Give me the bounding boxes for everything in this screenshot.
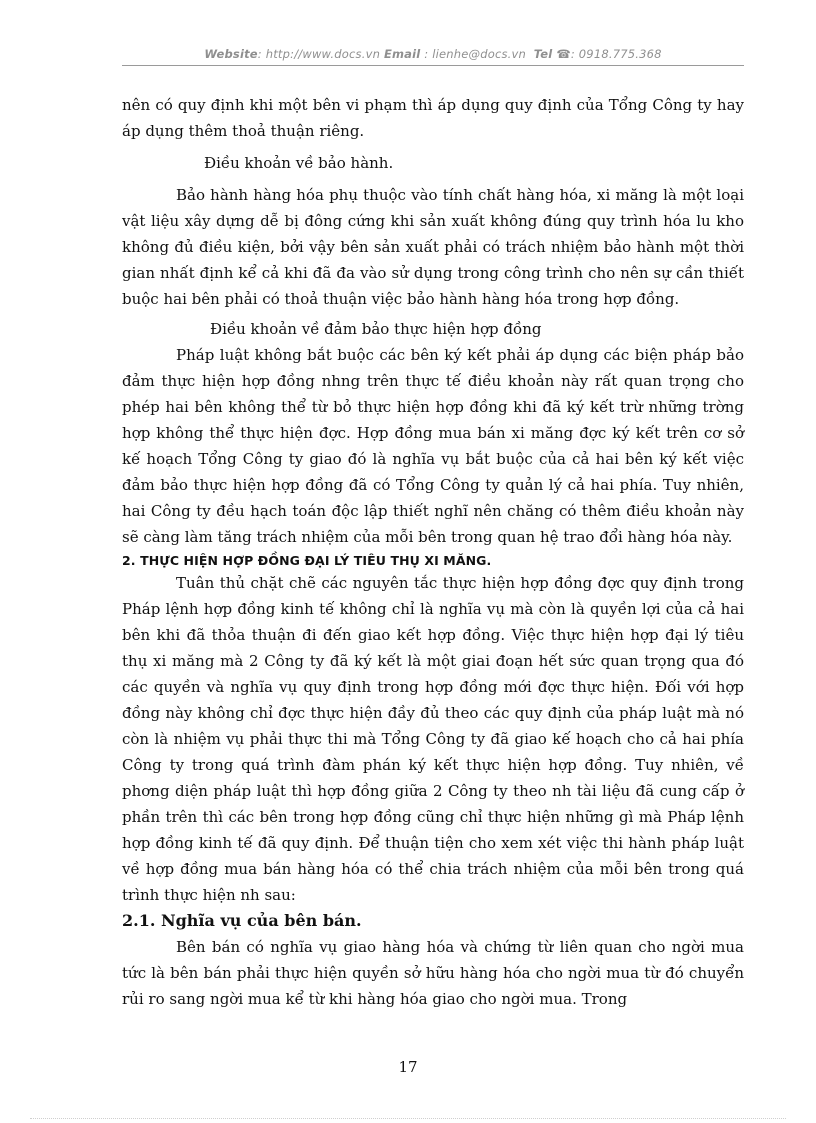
footer-divider [30,1118,786,1119]
paragraph-1: nên có quy định khi một bên vi phạm thì áp dụng quy định của Tổng Công ty hay áp dụng thêm thoả thuận riêng. [122,96,744,140]
header-divider [122,65,744,66]
paragraph-4: Tuân thủ chặt chẽ các nguyên tắc thực hiện hợp đồng đợc quy định trong Pháp lệnh hợp đồng kinh tế không chỉ là nghĩa vụ mà còn là quyền lợi của cả hai bên khi đã thỏa thuận đi đến giao kết hợp đồng. Việc thực hiện hợp đại lý tiêu thụ xi măng mà 2 Công ty đã ký kết là một giai đoạn hết sức quan trọng qua đó các quyền và nghĩa vụ quy định trong hợp đồng mới đợc thực hiện. Đối với hợp đồng này không chỉ đợc thực hiện đầy đủ theo các quy định của pháp luật mà nó còn là nhiệm vụ phải thực thi mà Tổng Công ty đã giao kế hoạch cho cả hai phía Công ty trong quá trình đàm phán ký kết thực hiện hợp đồng. Tuy nhiên, về phơng diện pháp luật thì hợp đồng giữa 2 Công ty theo nh tài liệu đã cung cấp ở phần trên thì các bên trong hợp đồng cũng chỉ thực hiện những gì mà Pháp lệnh hợp đồng kinh tế đã quy định. Để thuận tiện cho xem xét việc thi hành pháp luật về hợp đồng mua bán hàng hóa có thể chia trách nhiệm của mỗi bên trong quá trình thực hiện nh sau: [122,574,744,904]
tel-label: Tel [533,47,553,61]
paragraph-5: Bên bán có nghĩa vụ giao hàng hóa và chứng từ liên quan cho ngời mua tức là bên bán phải thực hiện quyền sở hữu hàng hóa cho ngời mua từ đó chuyển rủi ro sang ngời mua kể từ khi hàng hóa giao cho ngời mua. Trong [122,938,744,1008]
page-header [122,47,744,61]
paragraph-3: Pháp luật không bắt buộc các bên ký kết phải áp dụng các biện pháp bảo đảm thực hiện hợp đồng nhng trên thực tế điều khoản này rất quan trọng cho phép hai bên không thể từ bỏ thực hiện hợp đồng khi đã ký kết trừ những trờng hợp không thể thực hiện đợc. Hợp đồng mua bán xi măng đợc ký kết trên cơ sở kế hoạch Tổng Công ty giao đó là nghĩa vụ bắt buộc của cả hai bên ký kết việc đảm bảo thực hiện hợp đồng đã có Tổng Công ty quản lý cả hai phía. Tuy nhiên, hai Công ty đều hạch toán độc lập thiết nghĩ nên chăng có thêm điều khoản này sẽ càng làm tăng trách nhiệm của mỗi bên trong quan hệ trao đổi hàng hóa này. [122,346,744,546]
website-label: Website [204,47,258,61]
section-2-heading: 2. THỰC HIỆN HỢP ĐỒNG ĐẠI LÝ TIÊU THỤ XI MĂNG. [122,553,492,568]
heading-guarantee: Điều khoản về đảm bảo thực hiện hợp đồng [210,320,542,338]
website-value: : http://www.docs.vn [257,47,381,61]
section-2-1-heading: 2.1. Nghĩa vụ của bên bán. [122,911,362,930]
email-value: : lienhe@docs.vn [424,47,527,61]
phone-icon: ☎ [556,47,571,61]
paragraph-2: Bảo hành hàng hóa phụ thuộc vào tính chất hàng hóa, xi măng là một loại vật liệu xây dựng dễ bị đông cứng khi sản xuất không đúng quy trình hóa lu kho không đủ điều kiện, bởi vậy bên sản xuất phải có trách nhiệm bảo hành một thời gian nhất định kể cả khi đã đa vào sử dụng trong công trình cho nên sự cần thiết buộc hai bên phải có thoả thuận việc bảo hành hàng hóa trong hợp đồng. [122,186,744,308]
document-body [122,92,744,1012]
page-number: 17 [398,1058,418,1076]
tel-value: : 0918.775.368 [570,47,662,61]
email-label: Email [383,47,421,61]
heading-warranty: Điều khoản về bảo hành. [204,154,394,172]
